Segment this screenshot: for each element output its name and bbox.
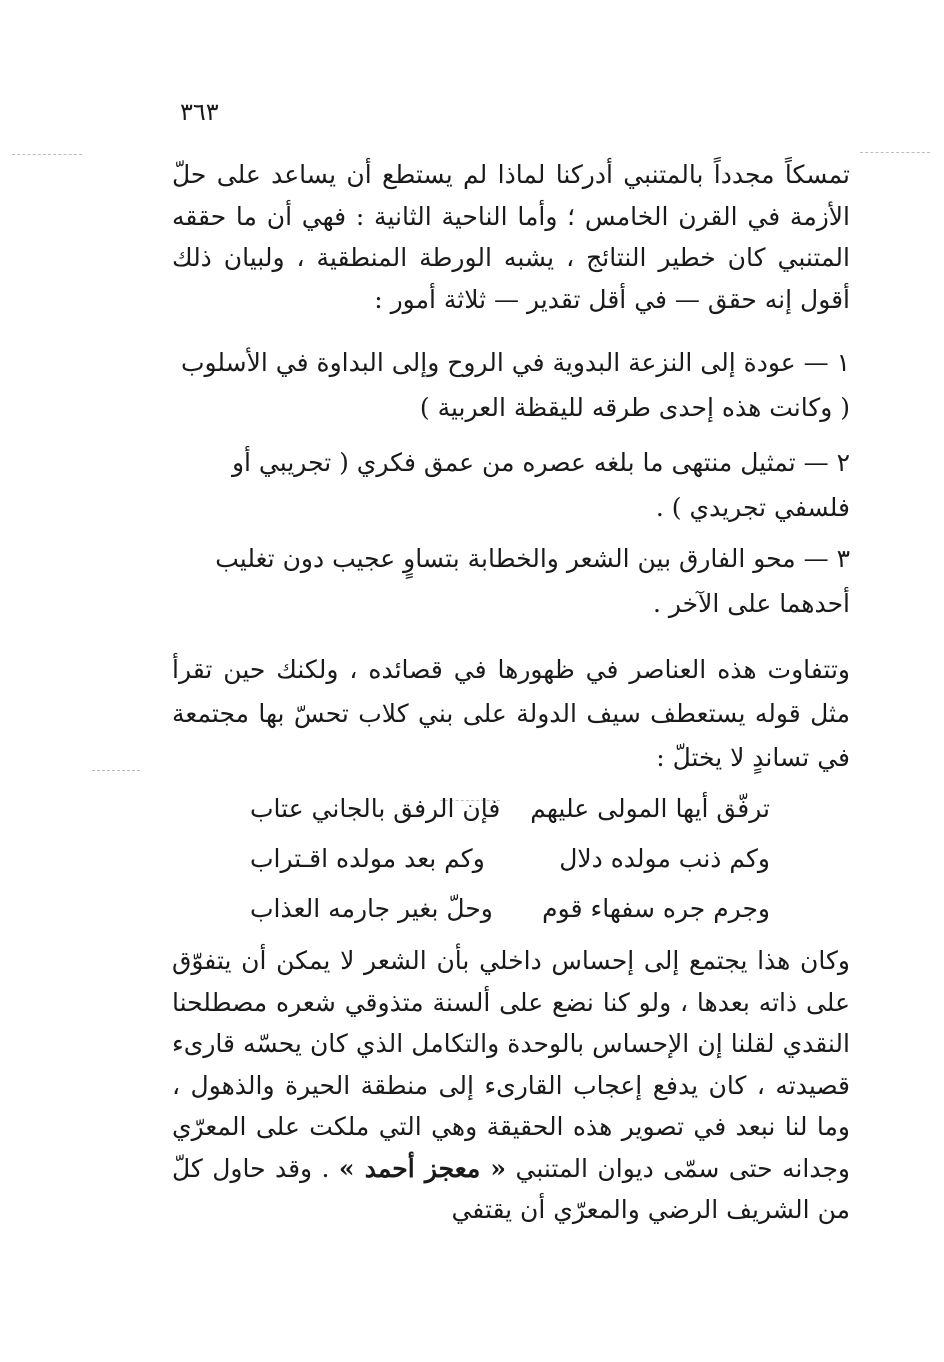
verse-second-hemistich: وحلّ بغير جارمه العذاب xyxy=(250,894,493,923)
paragraph-intro: تمسكاً مجدداً بالمتنبي أدركنا لماذا لم يستطع أن يساعد على حلّ الأزمة في القرن الخامس ؛ وأما الناحية الثانية : فهي أن ما حققه المتنبي كان خطير النتائج ، يشبه الورطة المنطقية ، ولبيان ذلك أقول إنه حقق — في أقل تقدير — ثلاثة أمور : xyxy=(172,160,850,314)
verse-second-hemistich: فإن الرفق بالجاني عتاب xyxy=(250,794,501,823)
poem-verses xyxy=(250,788,770,938)
paragraph-conclusion xyxy=(172,940,850,1231)
verse-line xyxy=(250,888,770,938)
list-item: ٢ — تمثيل منتهى ما بلغه عصره من عمق فكري ( تجريبي أو فلسفي تجريدي ) . xyxy=(231,448,850,522)
margin-rule-top-right xyxy=(860,152,930,153)
page-number: ٣٦٣ xyxy=(180,98,219,126)
list-item: ٣ — محو الفارق بين الشعر والخطابة بتساوٍ عجيب دون تغليب أحدهما على الآخر . xyxy=(215,544,850,618)
book-title: « معجز أحمد » xyxy=(338,1153,507,1183)
verse-line xyxy=(250,788,770,838)
verse-second-hemistich: وكم بعد مولده اقـتراب xyxy=(250,844,485,873)
paragraph-text: وكان هذا يجتمع إلى إحساس داخلي بأن الشعر لا يمكن أن يتفوّق على ذاته بعدها ، ولو كنا نضع على ألسنة متذوقي شعره مصطلحنا النقدي لقلنا إن الإحساس بالوحدة والتكامل الذي كان يحسّه قارىء قصيدته ، كان يدفع إعجاب القارىء إلى منطقة الحيرة والذهول ، وما لنا نبعد في تصوير هذه الحقيقة وهي التي ملكت على المعرّي وجدانه حتى سمّى ديوان المتنبي xyxy=(172,946,850,1183)
margin-rule-mid-left xyxy=(92,770,140,771)
verse-line xyxy=(250,838,770,888)
verse-first-hemistich: وجرم جره سفهاء قوم xyxy=(542,894,770,923)
paragraph-text: . وقد حاول كلّ من الشريف الرضي والمعرّي أن يقتفي xyxy=(172,1153,850,1224)
verse-first-hemistich: وكم ذنب مولده دلال xyxy=(559,844,770,873)
paragraph-elements: وتتفاوت هذه العناصر في ظهورها في قصائده ، ولكنك حين تقرأ مثل قوله يستعطف سيف الدولة على بني كلاب تحسّ بها مجتمعة في تساندٍ لا يختلّ : xyxy=(172,655,850,772)
margin-rule-top-left xyxy=(12,154,82,155)
list-item: ١ — عودة إلى النزعة البدوية في الروح وإلى البداوة في الأسلوب ( وكانت هذه إحدى طرقه لليقظة العربية ) xyxy=(180,348,850,422)
verse-first-hemistich: ترفّق أيها المولى عليهم xyxy=(530,794,770,823)
